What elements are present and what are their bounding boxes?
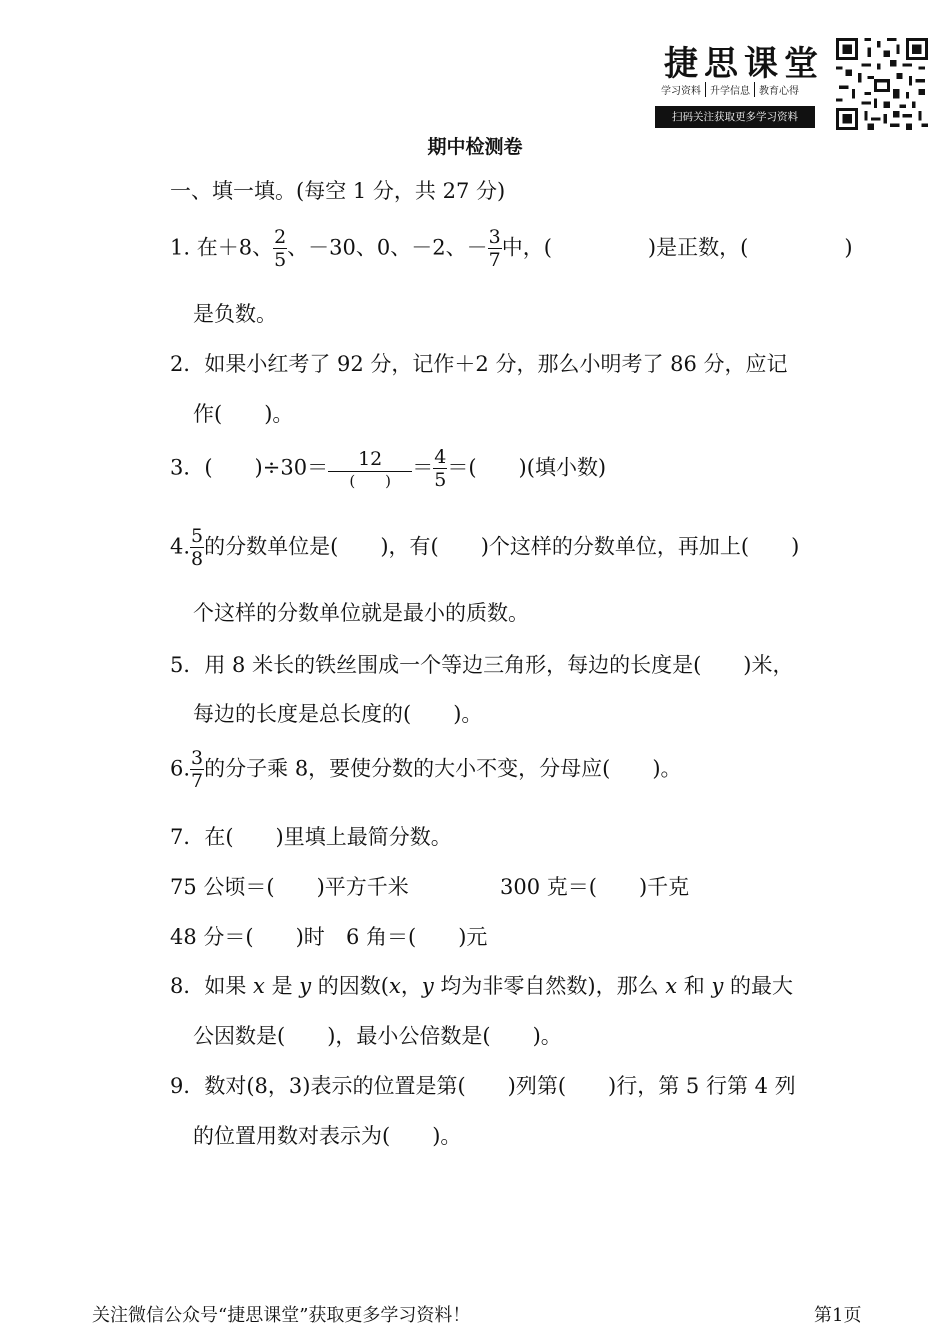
q7-item-a: 75 公顷＝( )平方千米 xyxy=(170,875,409,899)
tag-education-tips: 教育心得 xyxy=(754,82,803,97)
question-6 xyxy=(170,749,682,791)
q3-fraction-a xyxy=(328,447,412,490)
q4-line-2: 个这样的分数单位就是最小的质数。 xyxy=(193,601,529,625)
q1-fraction-a-den: 5 xyxy=(274,249,287,271)
q8-t6: 和 xyxy=(677,974,712,998)
q1-text-3: ) xyxy=(844,235,853,260)
q4-number: 4. xyxy=(170,534,191,559)
question-4 xyxy=(170,527,799,569)
q8-line-2: 公因数是( )，最小公倍数是( )。 xyxy=(193,1024,562,1048)
page-number: 第1页 xyxy=(814,1305,862,1326)
q6-line-1: 的分子乘 8，要使分数的大小不变，分母应( )。 xyxy=(204,756,682,781)
q1-fraction-a-num: 2 xyxy=(274,226,287,248)
q3-part-2: ＝( )(填小数) xyxy=(447,455,607,480)
q8-t4: ， xyxy=(400,974,422,998)
question-2: 2．如果小红考了 92 分，记作＋2 分，那么小明考了 86 分，应记 xyxy=(170,352,788,376)
q1-fraction-b xyxy=(488,228,502,270)
tag-admission-info: 升学信息 xyxy=(705,82,754,97)
q6-fraction-den: 7 xyxy=(191,770,204,792)
q8-var-x-1: x xyxy=(253,974,265,998)
q3-fraction-b-num: 4 xyxy=(434,446,447,468)
q6-fraction xyxy=(190,749,204,791)
q3-fraction-a-num: 12 xyxy=(328,450,412,472)
question-3 xyxy=(170,448,606,490)
q8-t7: 的最大 xyxy=(723,974,794,998)
qr-code-icon[interactable] xyxy=(836,38,928,130)
q3-fraction-b xyxy=(433,448,447,490)
q3-equals: ＝ xyxy=(412,455,434,480)
q1-fraction-b-num: 3 xyxy=(488,226,501,248)
q8-var-y-3: y xyxy=(711,974,724,998)
page-title: 期中检测卷 xyxy=(427,136,523,158)
brand-title: 捷思课堂 xyxy=(664,44,824,84)
q8-t3: 的因数( xyxy=(311,974,389,998)
q6-fraction-num: 3 xyxy=(191,747,204,769)
q8-var-y-2: y xyxy=(421,974,434,998)
q1-mid: 、－30、0、－2、－ xyxy=(287,235,488,260)
q3-part-1: 3．( )÷30＝ xyxy=(170,455,329,480)
q8-var-x-2: x xyxy=(389,974,401,998)
q1-text-2: )是正数，( xyxy=(647,235,749,260)
q4-fraction xyxy=(190,527,204,569)
question-9: 9．数对(8，3)表示的位置是第( )列第( )行，第 5 行第 4 列 xyxy=(170,1074,796,1098)
q4-line-1: 的分数单位是( )，有( )个这样的分数单位，再加上( ) xyxy=(204,534,800,559)
q7-item-c: 48 分＝( )时 xyxy=(170,925,325,949)
q1-fraction-a xyxy=(273,228,287,270)
q4-fraction-num: 5 xyxy=(191,525,204,547)
q2-line-2: 作( )。 xyxy=(193,402,294,426)
q3-fraction-a-den[interactable]: ( ) xyxy=(349,471,392,490)
question-1 xyxy=(170,228,853,270)
question-7: 7．在( )里填上最简分数。 xyxy=(170,825,452,849)
footer-promo: 关注微信公众号“捷思课堂”获取更多学习资料！ xyxy=(92,1305,471,1326)
q4-fraction-den: 8 xyxy=(191,548,204,570)
q8-var-y-1: y xyxy=(299,974,312,998)
brand-tags xyxy=(657,82,803,97)
q1-prefix: 1. 在＋8、 xyxy=(170,235,274,260)
q1-fraction-b-den: 7 xyxy=(488,249,501,271)
q8-t1: 8．如果 xyxy=(170,974,254,998)
tag-study-materials: 学习资料 xyxy=(661,86,701,97)
q8-t5: 均为非零自然数)，那么 xyxy=(433,974,666,998)
q9-line-2: 的位置用数对表示为( )。 xyxy=(193,1124,462,1148)
q3-fraction-b-den: 5 xyxy=(434,469,447,491)
q1-line-2: 是负数。 xyxy=(193,302,277,326)
scan-banner: 扫码关注获取更多学习资料 xyxy=(655,106,815,128)
q7-item-d: 6 角＝( )元 xyxy=(346,925,488,949)
q1-after: 中，( xyxy=(501,235,552,260)
q6-number: 6. xyxy=(170,756,191,781)
q8-var-x-3: x xyxy=(665,974,678,998)
question-8 xyxy=(170,976,793,997)
question-5: 5．用 8 米长的铁丝围成一个等边三角形，每边的长度是( )米， xyxy=(170,653,794,677)
q8-t2: 是 xyxy=(264,974,300,998)
q7-item-b: 300 克＝( )千克 xyxy=(500,875,690,899)
section-heading: 一、填一填。(每空 1 分，共 27 分) xyxy=(170,179,506,203)
q5-line-2: 每边的长度是总长度的( )。 xyxy=(193,702,483,726)
